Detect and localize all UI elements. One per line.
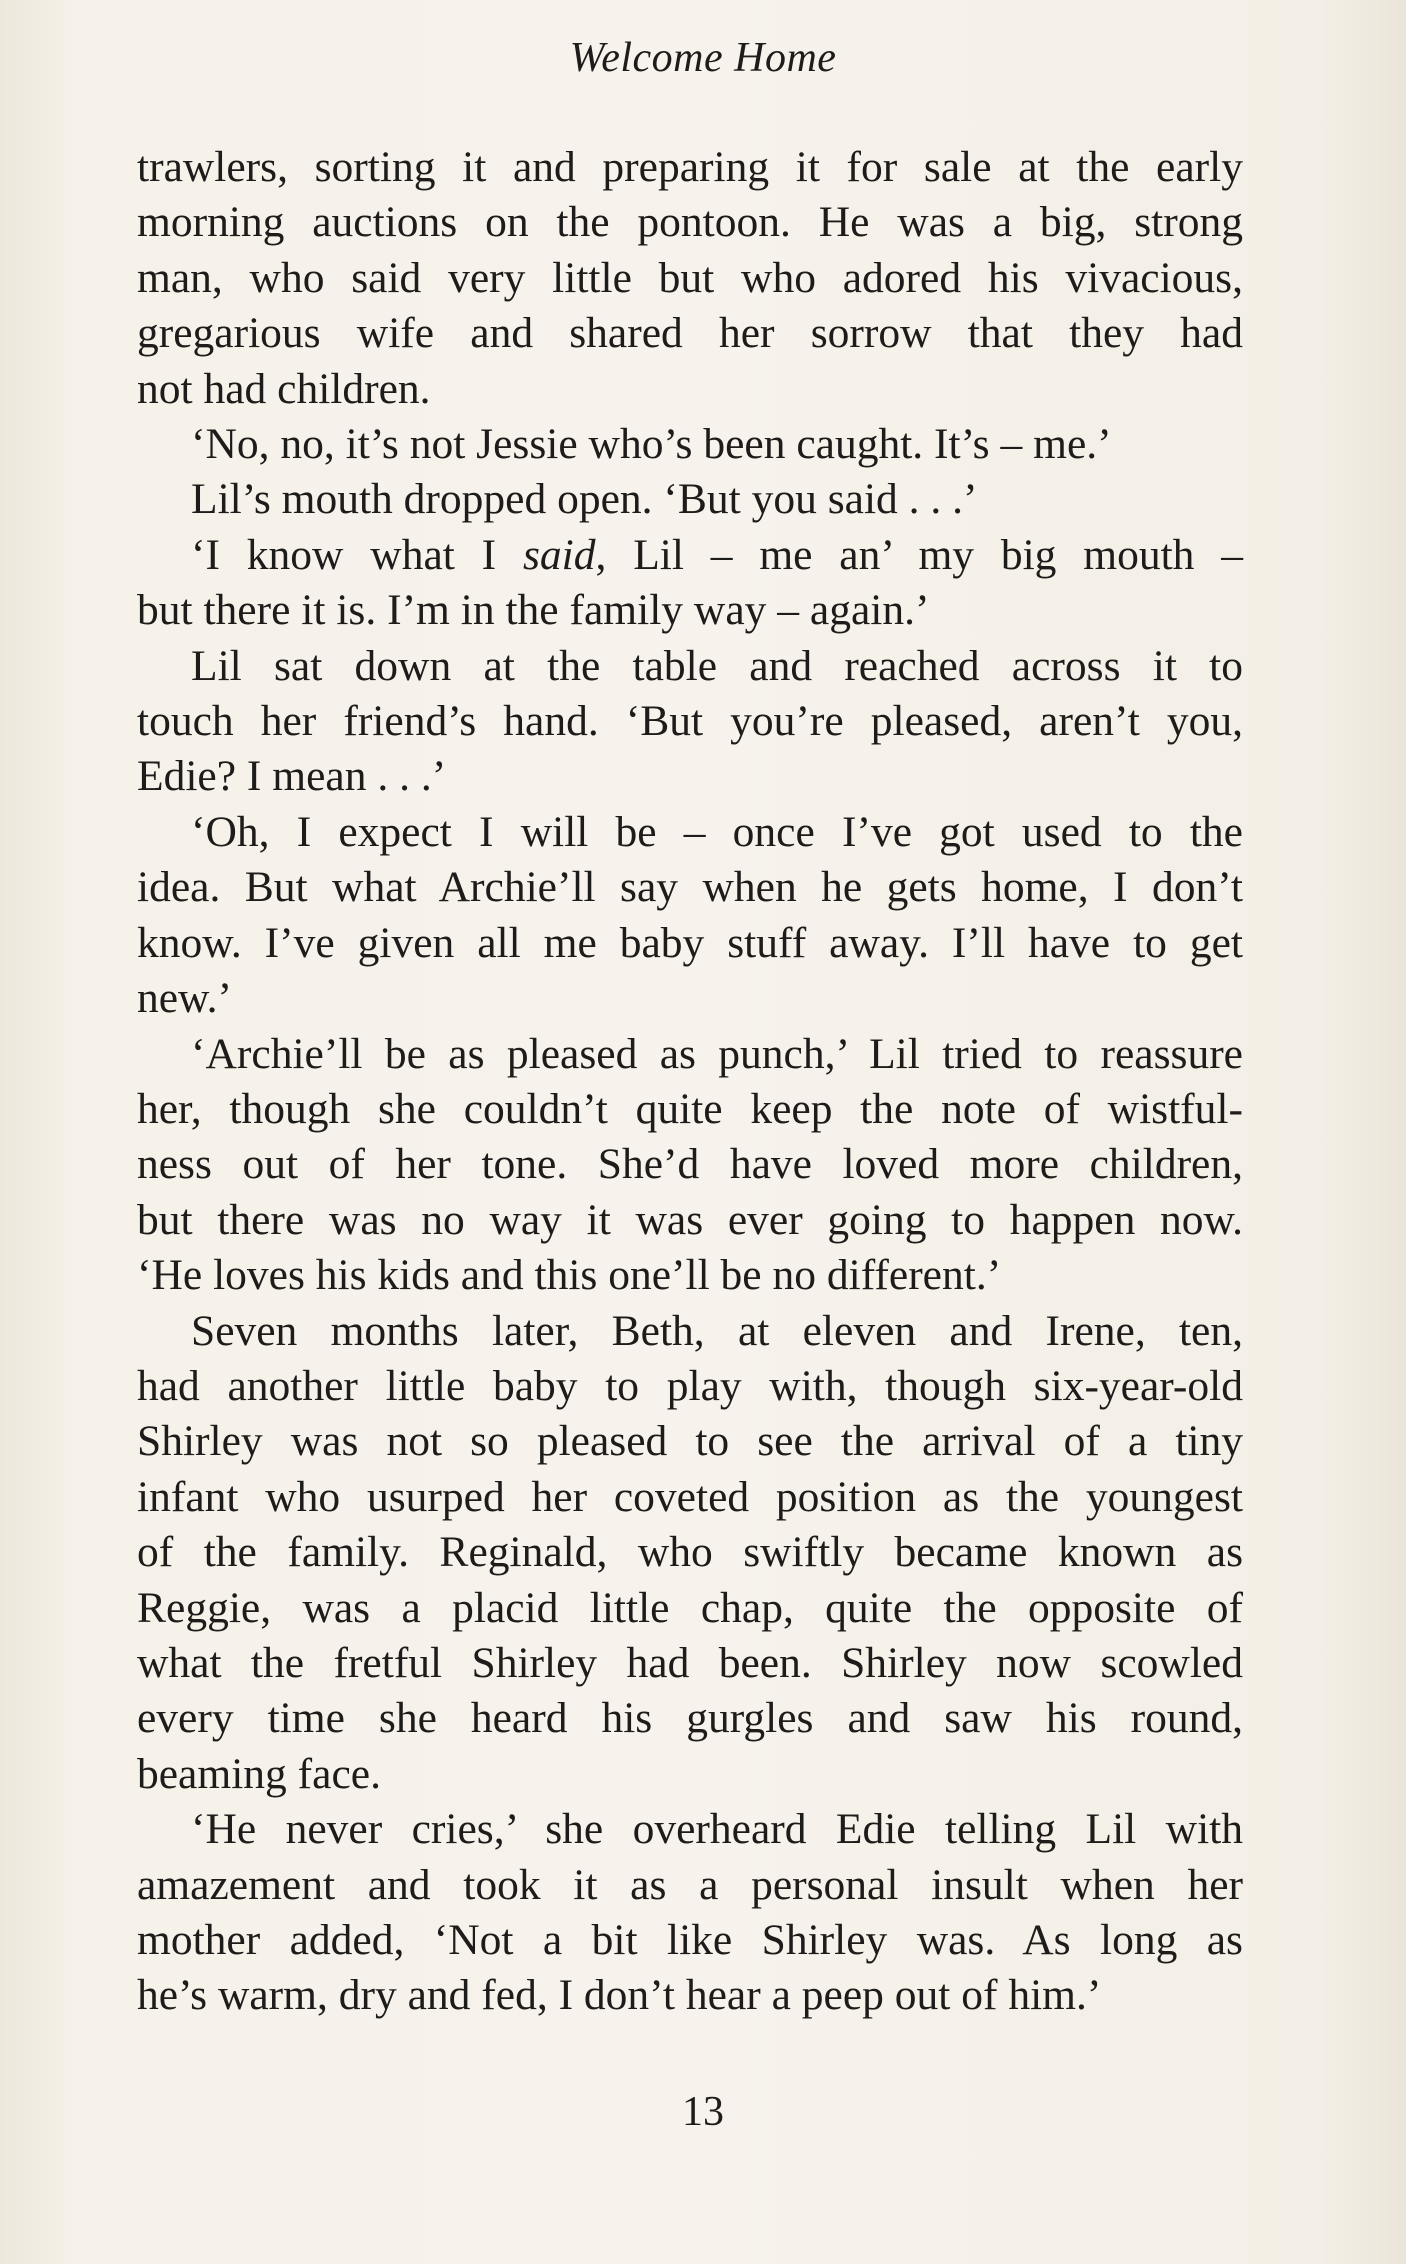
paragraph — [137, 1027, 1243, 1304]
text-line: ‘No, no, it’s not Jessie who’s been caught. It’s – me.’ — [191, 420, 1112, 469]
text-line: ‘Archie’ll be as pleased as punch,’ Lil tried to reassure — [191, 1029, 1243, 1078]
text-line: every time she heard his gurgles and saw his round, — [137, 1694, 1243, 1743]
text-line: mother added, ‘Not a bit like Shirley was. As long as — [137, 1916, 1243, 1964]
paragraph — [137, 528, 1243, 639]
paragraph — [137, 472, 1243, 527]
text-line: of the family. Reginald, who swiftly became known as — [137, 1528, 1243, 1577]
text-line: ‘He never cries,’ she overheard Edie telling Lil with — [191, 1805, 1243, 1854]
text-line: Lil sat down at the table and reached across it to — [191, 641, 1243, 690]
text-line: but there was no way it was ever going to happen now. — [137, 1195, 1243, 1244]
paragraph — [137, 639, 1243, 805]
page-number: 13 — [682, 2089, 724, 2135]
text-line: Reggie, was a placid little chap, quite the opposite of — [137, 1583, 1243, 1632]
body-text — [137, 140, 1243, 2024]
text-line: beaming face. — [137, 1749, 381, 1798]
paragraph — [137, 805, 1243, 1027]
text-line: Shirley was not so pleased to see the arrival of a tiny — [137, 1417, 1243, 1466]
text-line: ‘I know what I said, Lil – me an’ my big mouth – — [191, 530, 1244, 579]
text-line: amazement and took it as a personal insult when her — [137, 1860, 1243, 1909]
paragraph — [137, 417, 1243, 472]
text-line: infant who usurped her coveted position as the youngest — [137, 1472, 1243, 1521]
text-line: had another little baby to play with, though six-year-old — [137, 1361, 1243, 1410]
text-line: idea. But what Archie’ll say when he gets home, I don’t — [137, 863, 1243, 912]
text-line: know. I’ve given all me baby stuff away. I’ll have to get — [137, 918, 1243, 967]
text-line: Lil’s mouth dropped open. ‘But you said . . .’ — [191, 475, 978, 524]
running-head: Welcome Home — [569, 35, 837, 81]
text-line: ‘Oh, I expect I will be – once I’ve got used to the — [191, 807, 1243, 856]
text-line: but there it is. I’m in the family way – again.’ — [137, 586, 930, 635]
text-line: ‘He loves his kids and this one’ll be no different.’ — [137, 1251, 1002, 1300]
text-line: Seven months later, Beth, at eleven and Irene, ten, — [191, 1306, 1243, 1355]
paragraph — [137, 140, 1243, 417]
text-line: Edie? I mean . . .’ — [137, 752, 447, 801]
text-line: man, who said very little but who adored his vivacious, — [137, 253, 1243, 302]
text-line: what the fretful Shirley had been. Shirley now scowled — [137, 1638, 1243, 1687]
text-line: ness out of her tone. She’d have loved more children, — [137, 1140, 1243, 1189]
text-line: not had children. — [137, 364, 431, 413]
text-line: her, though she couldn’t quite keep the note of wistful- — [137, 1084, 1243, 1133]
paragraph — [137, 1802, 1243, 2024]
paragraph — [137, 1304, 1243, 1803]
text-line: morning auctions on the pontoon. He was a big, strong — [137, 198, 1243, 247]
text-line: trawlers, sorting it and preparing it for sale at the early — [137, 143, 1243, 191]
text-line: gregarious wife and shared her sorrow that they had — [137, 309, 1243, 358]
text-line: touch her friend’s hand. ‘But you’re pleased, aren’t you, — [137, 697, 1243, 746]
text-line: new.’ — [137, 974, 233, 1023]
text-line: he’s warm, dry and fed, I don’t hear a peep out of him.’ — [137, 1971, 1102, 2020]
